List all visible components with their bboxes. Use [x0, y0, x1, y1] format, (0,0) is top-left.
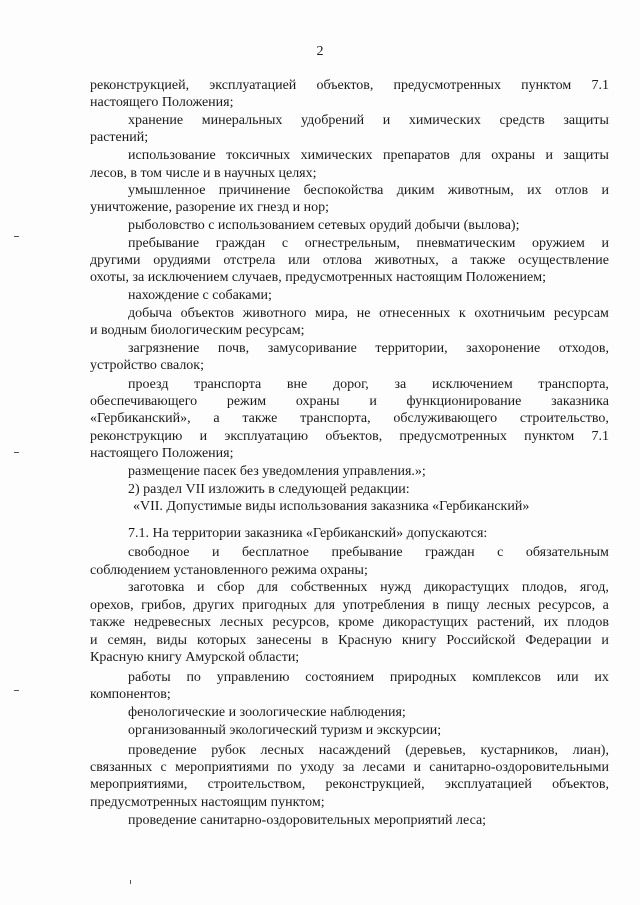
- text-line: обеспечивающего режим охраны и функционирование заказника: [90, 394, 609, 409]
- text-line: рыболовство с использованием сетевых орудий добычи (вылова);: [128, 218, 520, 233]
- text-line: мероприятиями, строительством, реконструкцией, эксплуатацией объектов,: [90, 777, 609, 792]
- text-line: настоящего Положения;: [90, 95, 234, 110]
- text-line: реконструкцию и эксплуатацию объектов, предусмотренных пунктом 7.1: [90, 429, 609, 444]
- text-line: добыча объектов животного мира, не отнесенных к охотничьим ресурсам: [128, 306, 609, 321]
- text-line: и водным биологическим ресурсам;: [90, 323, 305, 338]
- text-line: хранение минеральных удобрений и химических средств защиты: [128, 113, 609, 128]
- text-line: фенологические и зоологические наблюдения;: [128, 705, 406, 720]
- text-line: проезд транспорта вне дорог, за исключением транспорта,: [128, 377, 609, 392]
- text-line: уничтожение, разорение их гнезд и нор;: [90, 200, 329, 215]
- text-line: 7.1. На территории заказника «Гербиканский» допускаются:: [128, 526, 488, 541]
- text-line: пребывание граждан с огнестрельным, пневматическим оружием и: [128, 236, 609, 251]
- text-line: компонентов;: [90, 687, 171, 702]
- text-line: организованный экологический туризм и экскурсии;: [128, 723, 442, 738]
- text-line: проведение рубок лесных насаждений (деревьев, кустарников, лиан),: [128, 743, 609, 758]
- text-line: другими орудиями отстрела или отлова животных, а также осуществление: [90, 253, 609, 268]
- scan-mark: [14, 452, 19, 453]
- text-line: орехов, грибов, других пригодных для употребления в пищу лесных ресурсов, а: [90, 598, 609, 613]
- text-line: проведение санитарно-оздоровительных мероприятий леса;: [128, 813, 487, 828]
- text-line: размещение пасек без уведомления управления.»;: [128, 464, 426, 479]
- text-line: связанных с мероприятиями по уходу за лесами и санитарно-оздоровительными: [90, 760, 609, 775]
- scan-mark: [14, 236, 19, 237]
- scan-mark: [14, 690, 19, 691]
- text-line: загрязнение почв, замусоривание территории, захоронение отходов,: [128, 341, 609, 356]
- text-line: реконструкцией, эксплуатацией объектов, предусмотренных пунктом 7.1: [90, 78, 609, 93]
- text-line: умышленное причинение беспокойства диким животным, их отлов и: [128, 183, 609, 198]
- text-line: охоты, за исключением случаев, предусмотренных настоящим Положением;: [90, 270, 547, 285]
- text-line: устройство свалок;: [90, 358, 204, 373]
- text-line: нахождение с собаками;: [128, 288, 272, 303]
- text-line: заготовка и сбор для собственных нужд дикорастущих плодов, ягод,: [128, 580, 609, 595]
- text-line: лесов, в том числе и в научных целях;: [90, 166, 317, 181]
- text-line: свободное и бесплатное пребывание граждан с обязательным: [128, 545, 609, 560]
- scan-mark: [130, 880, 131, 884]
- text-line: настоящего Положения;: [90, 446, 234, 461]
- text-line: растений;: [90, 130, 149, 145]
- page-number: 2: [316, 44, 324, 59]
- text-line: предусмотренных настоящим пунктом;: [90, 795, 325, 810]
- text-line: использование токсичных химических препаратов для охраны и защиты: [128, 148, 609, 163]
- text-line: 2) раздел VII изложить в следующей редакции:: [128, 482, 410, 497]
- text-line: «Гербиканский», а также транспорта, обслуживающего строительство,: [90, 411, 609, 426]
- text-line: соблюдением установленного режима охраны;: [90, 563, 368, 578]
- text-line: также недревесных лесных ресурсов, кроме дикорастущих растений, их плодов: [90, 615, 609, 630]
- text-line: работы по управлению состоянием природных комплексов или их: [128, 670, 609, 685]
- text-line: «VII. Допустимые виды использования заказника «Гербиканский»: [133, 499, 530, 514]
- text-line: и семян, виды которых занесены в Красную книгу Российской Федерации и: [90, 633, 609, 648]
- text-line: Красную книгу Амурской области;: [90, 650, 300, 665]
